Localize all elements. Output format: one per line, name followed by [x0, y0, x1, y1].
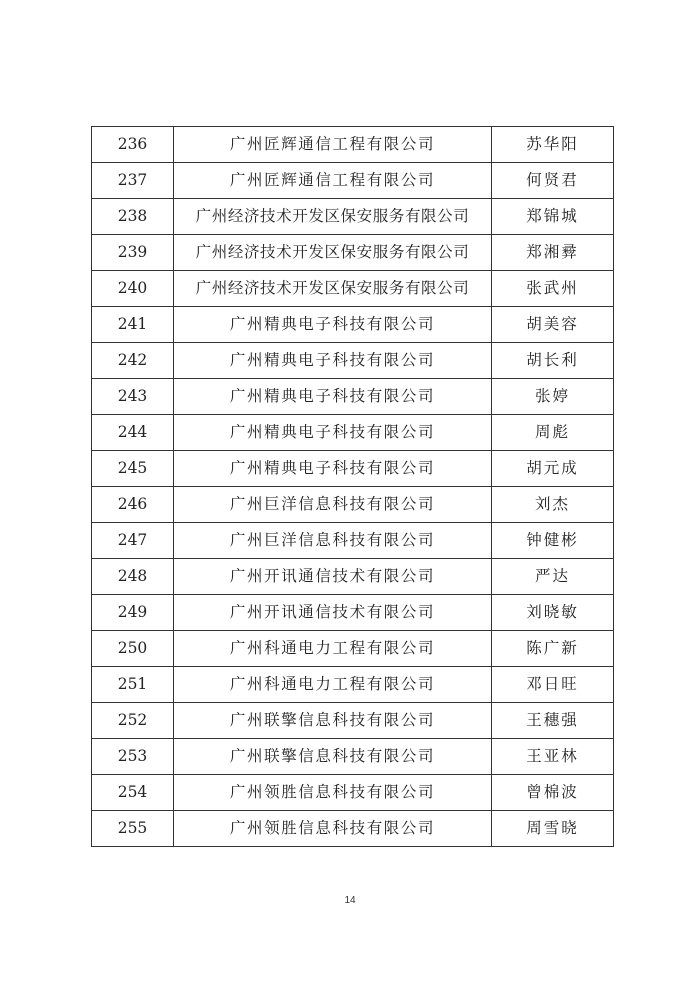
row-number-cell: 246 [92, 487, 174, 523]
person-name-cell: 苏华阳 [492, 127, 614, 163]
person-name-cell: 何贤君 [492, 163, 614, 199]
person-name-cell: 陈广新 [492, 631, 614, 667]
person-name-cell: 周雪晓 [492, 811, 614, 847]
personnel-table [91, 126, 614, 847]
table-row [92, 199, 614, 235]
row-number-cell: 253 [92, 739, 174, 775]
company-cell: 广州巨洋信息科技有限公司 [174, 523, 492, 559]
row-number-cell: 241 [92, 307, 174, 343]
row-number-cell: 251 [92, 667, 174, 703]
person-name-cell: 张武州 [492, 271, 614, 307]
company-cell: 广州经济技术开发区保安服务有限公司 [174, 235, 492, 271]
company-cell: 广州经济技术开发区保安服务有限公司 [174, 199, 492, 235]
table-row [92, 595, 614, 631]
person-name-cell: 邓日旺 [492, 667, 614, 703]
page-number: 14 [344, 895, 356, 906]
table-row [92, 415, 614, 451]
personnel-table-body [92, 127, 614, 847]
row-number-cell: 250 [92, 631, 174, 667]
row-number-cell: 248 [92, 559, 174, 595]
person-name-cell: 胡长利 [492, 343, 614, 379]
table-row [92, 127, 614, 163]
company-cell: 广州领胜信息科技有限公司 [174, 775, 492, 811]
table-row [92, 163, 614, 199]
person-name-cell: 胡元成 [492, 451, 614, 487]
row-number-cell: 236 [92, 127, 174, 163]
table-row [92, 703, 614, 739]
table-row [92, 559, 614, 595]
company-cell: 广州开讯通信技术有限公司 [174, 595, 492, 631]
table-row [92, 235, 614, 271]
company-cell: 广州领胜信息科技有限公司 [174, 811, 492, 847]
company-cell: 广州联擎信息科技有限公司 [174, 703, 492, 739]
person-name-cell: 郑湘彛 [492, 235, 614, 271]
person-name-cell: 钟健彬 [492, 523, 614, 559]
row-number-cell: 247 [92, 523, 174, 559]
person-name-cell: 郑锦城 [492, 199, 614, 235]
table-row [92, 739, 614, 775]
company-cell: 广州精典电子科技有限公司 [174, 343, 492, 379]
person-name-cell: 王亚林 [492, 739, 614, 775]
table-row [92, 667, 614, 703]
person-name-cell: 曾棉波 [492, 775, 614, 811]
table-row [92, 487, 614, 523]
row-number-cell: 252 [92, 703, 174, 739]
person-name-cell: 张婷 [492, 379, 614, 415]
person-name-cell: 刘晓敏 [492, 595, 614, 631]
company-cell: 广州匠辉通信工程有限公司 [174, 127, 492, 163]
person-name-cell: 刘杰 [492, 487, 614, 523]
row-number-cell: 254 [92, 775, 174, 811]
person-name-cell: 周彪 [492, 415, 614, 451]
company-cell: 广州精典电子科技有限公司 [174, 379, 492, 415]
company-cell: 广州联擎信息科技有限公司 [174, 739, 492, 775]
table-row [92, 343, 614, 379]
row-number-cell: 249 [92, 595, 174, 631]
company-cell: 广州精典电子科技有限公司 [174, 451, 492, 487]
company-cell: 广州巨洋信息科技有限公司 [174, 487, 492, 523]
person-name-cell: 胡美容 [492, 307, 614, 343]
table-row [92, 631, 614, 667]
row-number-cell: 245 [92, 451, 174, 487]
row-number-cell: 244 [92, 415, 174, 451]
row-number-cell: 255 [92, 811, 174, 847]
table-row [92, 271, 614, 307]
row-number-cell: 243 [92, 379, 174, 415]
row-number-cell: 240 [92, 271, 174, 307]
company-cell: 广州经济技术开发区保安服务有限公司 [174, 271, 492, 307]
company-cell: 广州科通电力工程有限公司 [174, 631, 492, 667]
table-row [92, 811, 614, 847]
row-number-cell: 239 [92, 235, 174, 271]
table-row [92, 775, 614, 811]
company-cell: 广州精典电子科技有限公司 [174, 307, 492, 343]
table-row [92, 451, 614, 487]
company-cell: 广州匠辉通信工程有限公司 [174, 163, 492, 199]
table-row [92, 379, 614, 415]
row-number-cell: 242 [92, 343, 174, 379]
person-name-cell: 严达 [492, 559, 614, 595]
company-cell: 广州科通电力工程有限公司 [174, 667, 492, 703]
row-number-cell: 238 [92, 199, 174, 235]
company-cell: 广州精典电子科技有限公司 [174, 415, 492, 451]
person-name-cell: 王穗强 [492, 703, 614, 739]
row-number-cell: 237 [92, 163, 174, 199]
table-row [92, 307, 614, 343]
company-cell: 广州开讯通信技术有限公司 [174, 559, 492, 595]
table-row [92, 523, 614, 559]
